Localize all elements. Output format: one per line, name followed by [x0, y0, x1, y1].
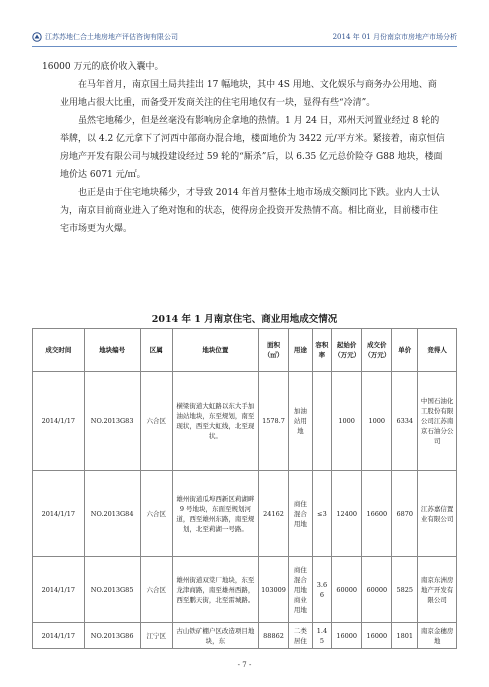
col-header-deal-price: 成交价（万元）	[362, 329, 392, 372]
paragraph-3: 虽然宅地稀少，但是丝毫没有影响房企拿地的热情。1 月 24 日，邓州天河置业经过 8 轮的举牌，以 4.2 亿元拿下了河西中部商办混合地，楼面地价为 3422 元/平方米。紧接着，南京恒信房地产开发有限公司与城投建设经过 59 轮的“厮杀”后，以 6.35 亿元总价险夺 G88 地块，楼面地价达 6071 元/㎡。	[60, 116, 445, 180]
col-header-unit-price: 单价	[392, 329, 418, 372]
cell-parcel-id: NO.2013G84	[84, 471, 140, 557]
cell-location: 雄州街道双棠厂地块，东至龙津商路，南至雄州西路，西至鹏天街，北至雷城路。	[172, 557, 258, 623]
cell-usage: 加油站用地	[289, 372, 313, 471]
col-header-winner: 竞得人	[418, 329, 457, 372]
cell-start-price: 12400	[332, 471, 362, 557]
page-number: - 7 -	[237, 661, 252, 669]
table-row	[33, 623, 457, 649]
cell-date: 2014/1/17	[33, 623, 85, 649]
col-header-usage: 用途	[289, 329, 313, 372]
cell-location: 横梁街道大虹路以东大手加油站地块，东至规划，南至现状，西至大虹线，北至现状。	[172, 372, 258, 471]
cell-parcel-id: NO.2013G83	[84, 372, 140, 471]
col-header-parcel-id: 地块编号	[84, 329, 140, 372]
cell-parcel-id: NO.2013G86	[84, 623, 140, 649]
cell-winner: 南京东洲房地产开发有限公司	[418, 557, 457, 623]
table-row	[33, 557, 457, 623]
cell-winner: 中国石油化工股份有限公司江苏南京石油分公司	[418, 372, 457, 471]
cell-parcel-id: NO.2013G85	[84, 557, 140, 623]
cell-winner: 南京金穗房地	[418, 623, 457, 649]
cell-area: 103009	[258, 557, 288, 623]
cell-far: ≤3	[312, 471, 331, 557]
cell-date: 2014/1/17	[33, 372, 85, 471]
cell-usage: 二类居住	[289, 623, 313, 649]
cell-date: 2014/1/17	[33, 471, 85, 557]
table-title: 2014 年 1 月南京住宅、商业用地成交情况	[151, 314, 338, 325]
cell-far: 1.45	[312, 623, 331, 649]
cell-start-price: 1000	[332, 372, 362, 471]
cell-district: 江宁区	[140, 623, 172, 649]
land-transaction-table	[32, 328, 457, 649]
cell-location: 古山铁矿棚户区改造项目地块，东	[172, 623, 258, 649]
cell-usage: 商住混合用地商业用地	[289, 557, 313, 623]
paragraph-2: 在马年首月，南京国土局共挂出 17 幅地块，其中 4S 用地、文化娱乐与商务办公用地、商业用地占很大比重，而备受开发商关注的住宅用地仅有一块，显得有些“冷清”。	[60, 80, 437, 108]
col-header-location: 地块位置	[172, 329, 258, 372]
header-left	[32, 32, 178, 42]
header-report-title: 2014 年 01 月份南京市房地产市场分析	[332, 33, 457, 41]
cell-district: 六合区	[140, 471, 172, 557]
table-row	[33, 372, 457, 471]
body-text	[42, 58, 445, 238]
cell-far: 3.66	[312, 557, 331, 623]
cell-deal-price: 16000	[362, 623, 392, 649]
cell-winner: 江苏嘉信置业有限公司	[418, 471, 457, 557]
paragraph-1: 16000 万元的底价收入囊中。	[42, 62, 164, 72]
cell-far	[312, 372, 331, 471]
paragraph-4: 也正是由于住宅地块稀少，才导致 2014 年首月整体土地市场成交额同比下跌。业内人士认为，南京目前商业进入了绝对饱和的状态，使得房企投资开发热情不高。相比商业，目前楼市住宅市场更为火爆。	[60, 188, 440, 234]
cell-district: 六合区	[140, 557, 172, 623]
cell-area: 88862	[258, 623, 288, 649]
page-header	[32, 28, 457, 47]
cell-start-price: 60000	[332, 557, 362, 623]
cell-deal-price: 1000	[362, 372, 392, 471]
cell-area: 24162	[258, 471, 288, 557]
cell-deal-price: 60000	[362, 557, 392, 623]
cell-unit-price: 6870	[392, 471, 418, 557]
col-header-district: 区属	[140, 329, 172, 372]
cell-unit-price: 6334	[392, 372, 418, 471]
cell-start-price: 16000	[332, 623, 362, 649]
col-header-far: 容积率	[312, 329, 331, 372]
header-company-name: 江苏苏地仁合土地房地产评估咨询有限公司	[45, 33, 178, 41]
cell-unit-price: 1801	[392, 623, 418, 649]
cell-unit-price: 5825	[392, 557, 418, 623]
cell-deal-price: 16600	[362, 471, 392, 557]
table-header-row	[33, 329, 457, 372]
col-header-date: 成交时间	[33, 329, 85, 372]
cell-area: 1578.7	[258, 372, 288, 471]
table-row	[33, 471, 457, 557]
company-logo-icon	[32, 32, 42, 42]
cell-date: 2014/1/17	[33, 557, 85, 623]
col-header-area: 面积（㎡）	[258, 329, 288, 372]
cell-usage: 商住混合用地	[289, 471, 313, 557]
col-header-start-price: 起始价（万元）	[332, 329, 362, 372]
cell-location: 雄州街道瓜埠西新区莉湖畔 9 号地块，东面至规划河道，西至雄州东路，南至规划，北至莉湖一号路。	[172, 471, 258, 557]
cell-district: 六合区	[140, 372, 172, 471]
